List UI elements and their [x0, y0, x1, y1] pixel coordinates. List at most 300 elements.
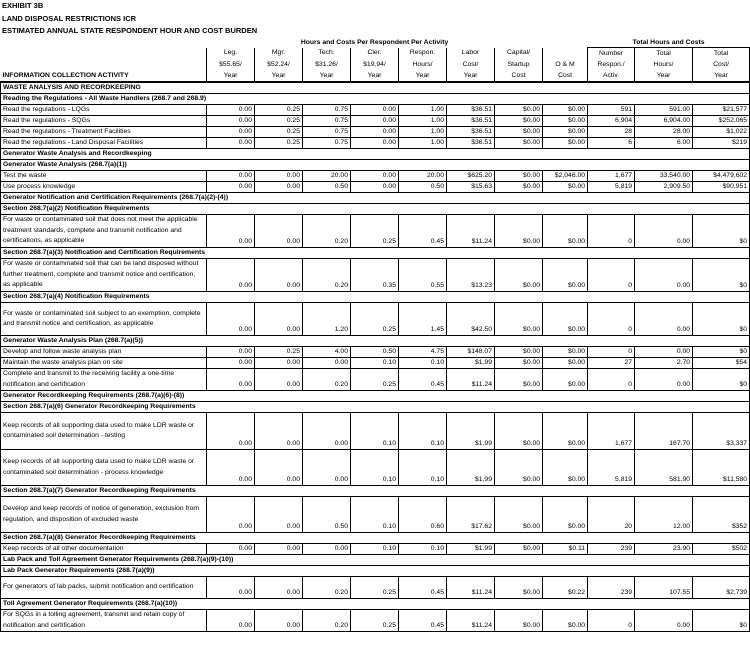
table-cell: $0.00	[543, 413, 588, 450]
section-header-row	[1, 486, 750, 497]
table-cell: 0.00	[207, 610, 255, 632]
table-cell: $219	[693, 138, 750, 149]
table-cell: $11,580	[693, 450, 750, 486]
table-cell: $54	[693, 358, 750, 369]
table-cell: $36.51	[447, 138, 495, 149]
table-cell: $0	[693, 610, 750, 632]
table-cell: 0.00	[255, 450, 303, 486]
table-cell: 23.90	[635, 544, 693, 555]
table-row	[1, 127, 750, 138]
section-header-row	[1, 292, 750, 303]
section-header-row	[1, 402, 750, 413]
table-cell: $1.99	[447, 450, 495, 486]
activity-description: Keep records of all other documentation	[1, 544, 207, 555]
table-cell: 0.25	[351, 215, 399, 248]
column-header: Labor	[447, 48, 495, 60]
table-cell: 0.00	[207, 259, 255, 292]
table-row	[1, 138, 750, 149]
table-cell: 0.00	[635, 369, 693, 391]
table-cell: 239	[588, 544, 635, 555]
table-cell: 1.00	[399, 105, 447, 116]
table-row	[1, 182, 750, 193]
column-header: Total	[635, 48, 693, 60]
activity-description: For generators of lab packs, submit notification and certification	[1, 577, 207, 599]
table-cell: 0.50	[303, 497, 351, 533]
activity-description: Test the waste	[1, 171, 207, 182]
section-header-row	[1, 599, 750, 610]
table-cell: $36.51	[447, 127, 495, 138]
table-cell: 0.00	[255, 259, 303, 292]
table-cell: $0.00	[543, 182, 588, 193]
section-title: Section 268.7(a)(7) Generator Recordkeeping Requirements	[1, 486, 750, 497]
activity-description: For waste or contaminated soil that can be land disposed without further treatment, complete and transmit notice and certification, as applicable	[1, 259, 207, 292]
exhibit-title: ESTIMATED ANNUAL STATE RESPONDENT HOUR AND COST BURDEN	[2, 26, 258, 35]
table-cell: 0.20	[303, 369, 351, 391]
table-cell: 0.00	[207, 450, 255, 486]
table-cell: 0.00	[351, 116, 399, 127]
section-title: Generator Notification and Certification Requirements (268.7(a)(2)-(4))	[1, 193, 750, 204]
table-cell: $1,022	[693, 127, 750, 138]
column-header: Year	[693, 70, 750, 82]
table-cell: 0.00	[351, 105, 399, 116]
totals-group-header: Total Hours and Costs	[588, 38, 750, 48]
table-cell: 0.25	[255, 138, 303, 149]
table-cell: 0	[588, 303, 635, 336]
activity-column-header: INFORMATION COLLECTION ACTIVITY	[1, 70, 207, 82]
activity-description: For waste or contaminated soil that does not meet the applicable treatment standards, complete and transmit notification and certifications, as applicable	[1, 215, 207, 248]
table-cell: 0.00	[351, 127, 399, 138]
section-title: Section 268.7(a)(8) Generator Recordkeeping Requirements	[1, 533, 750, 544]
table-cell: $0.00	[495, 347, 543, 358]
burden-table	[0, 38, 750, 632]
section-header-row	[1, 149, 750, 160]
table-cell: $0.00	[495, 116, 543, 127]
table-cell: $625.20	[447, 171, 495, 182]
table-cell: 28.00	[635, 127, 693, 138]
table-cell: 0.00	[635, 215, 693, 248]
table-cell: 20.00	[303, 171, 351, 182]
table-cell: 0.00	[207, 413, 255, 450]
table-row	[1, 358, 750, 369]
activity-description: For SQGs in a tolling agreement, transmit and retain copy of notification and certification	[1, 610, 207, 632]
table-cell: 0.10	[351, 450, 399, 486]
table-cell: 0.25	[351, 303, 399, 336]
table-cell: $0.00	[543, 138, 588, 149]
table-cell: 0.50	[399, 182, 447, 193]
table-cell: 0.25	[255, 347, 303, 358]
table-cell: 581.90	[635, 450, 693, 486]
table-cell: 0.00	[255, 610, 303, 632]
table-cell: 0.00	[255, 358, 303, 369]
table-cell: $0.00	[495, 127, 543, 138]
table-cell: 0.00	[255, 182, 303, 193]
activity-description: For waste or contaminated soil subject to an exemption, complete and transmit notice and certification, as applicable	[1, 303, 207, 336]
table-cell: $0	[693, 259, 750, 292]
column-header: Year	[447, 70, 495, 82]
table-cell: $0.00	[543, 127, 588, 138]
table-row	[1, 347, 750, 358]
table-cell: 0.00	[255, 215, 303, 248]
table-cell: $0	[693, 303, 750, 336]
table-cell: 0.20	[303, 610, 351, 632]
column-header: Leg.	[207, 48, 255, 60]
column-header: Mgr.	[255, 48, 303, 60]
table-cell: $0.00	[543, 215, 588, 248]
table-cell: 0.00	[207, 171, 255, 182]
section-header-row	[1, 248, 750, 259]
table-cell: 0.10	[351, 358, 399, 369]
column-header: Tech.	[303, 48, 351, 60]
table-cell: $0	[693, 347, 750, 358]
table-cell: 0.60	[399, 497, 447, 533]
activity-column-header	[1, 59, 207, 70]
section-header-row	[1, 160, 750, 171]
activity-description: Read the regulations - LQGs	[1, 105, 207, 116]
table-cell: 0	[588, 347, 635, 358]
table-cell: $0.00	[495, 497, 543, 533]
table-cell: 0.00	[255, 577, 303, 599]
section-title: Generator Recordkeeping Requirements (268.7(a)(6)-(8))	[1, 391, 750, 402]
table-cell: 0.00	[207, 303, 255, 336]
table-cell: 0.10	[399, 450, 447, 486]
column-header-row	[1, 48, 750, 60]
column-header: Year	[303, 70, 351, 82]
table-cell: $352	[693, 497, 750, 533]
table-row	[1, 171, 750, 182]
table-row	[1, 450, 750, 486]
table-cell: 0.25	[351, 610, 399, 632]
table-cell: 0.00	[207, 138, 255, 149]
section-title: Reading the Regulations - All Waste Handlers (268.7 and 268.9)	[1, 94, 750, 105]
column-header: Year	[399, 70, 447, 82]
exhibit-titles	[0, 0, 750, 38]
table-row	[1, 259, 750, 292]
table-cell: $0.00	[543, 610, 588, 632]
section-title: Lab Pack Generator Requirements (268.7(a)(9))	[1, 566, 750, 577]
section-title: Section 268.7(a)(6) Generator Recordkeeping Requirements	[1, 402, 750, 413]
table-cell: 1,677	[588, 171, 635, 182]
column-header	[543, 48, 588, 60]
table-cell: 0.00	[255, 369, 303, 391]
table-cell: 591	[588, 105, 635, 116]
table-cell: 0.00	[635, 259, 693, 292]
section-title: Generator Waste Analysis and Recordkeeping	[1, 149, 750, 160]
table-cell: 27	[588, 358, 635, 369]
column-header: Activ.	[588, 70, 635, 82]
table-cell: 0.00	[255, 497, 303, 533]
table-cell: 0.00	[255, 303, 303, 336]
table-cell: 1.20	[303, 303, 351, 336]
table-cell: 1.00	[399, 116, 447, 127]
table-cell: 1,677	[588, 413, 635, 450]
table-cell: 4.00	[303, 347, 351, 358]
column-header-row	[1, 59, 750, 70]
column-header: $19.94/	[351, 59, 399, 70]
table-cell: 0.10	[399, 358, 447, 369]
table-row	[1, 413, 750, 450]
section-header-row	[1, 391, 750, 402]
table-cell: 0.50	[351, 347, 399, 358]
table-cell: 20	[588, 497, 635, 533]
table-cell: 6	[588, 138, 635, 149]
table-row	[1, 369, 750, 391]
table-cell: 0.00	[207, 544, 255, 555]
table-cell: $0.00	[495, 413, 543, 450]
activity-description: Maintain the waste analysis plan on site	[1, 358, 207, 369]
table-cell: $90,951	[693, 182, 750, 193]
table-cell: 0.00	[207, 577, 255, 599]
table-cell: 0	[588, 610, 635, 632]
table-cell: 1.00	[399, 127, 447, 138]
table-cell: 0.45	[399, 610, 447, 632]
table-cell: 33,540.00	[635, 171, 693, 182]
table-cell: 0.50	[303, 182, 351, 193]
column-header: O & M	[543, 59, 588, 70]
table-cell: $148.07	[447, 347, 495, 358]
table-cell: 0.00	[207, 182, 255, 193]
per-respondent-group-header: Hours and Costs Per Respondent Per Activity	[300, 39, 449, 47]
table-cell: 0.00	[207, 105, 255, 116]
table-cell: 167.70	[635, 413, 693, 450]
table-cell: 20.00	[399, 171, 447, 182]
table-cell: 5,819	[588, 182, 635, 193]
table-row	[1, 303, 750, 336]
column-header: Cost/	[447, 59, 495, 70]
table-cell: $1.99	[447, 413, 495, 450]
table-cell: $0.00	[543, 105, 588, 116]
table-cell: $2,739	[693, 577, 750, 599]
exhibit-subject: LAND DISPOSAL RESTRICTIONS ICR	[2, 13, 137, 23]
activity-description: Keep records of all supporting data used to make LDR waste or contaminated soil determination - testing	[1, 413, 207, 450]
table-cell: 0.20	[303, 215, 351, 248]
table-cell: 0.00	[207, 215, 255, 248]
table-cell: 0.10	[351, 497, 399, 533]
table-cell: 6.00	[635, 138, 693, 149]
column-header-row	[1, 70, 750, 82]
table-row	[1, 610, 750, 632]
column-header: Hours/	[399, 59, 447, 70]
table-cell: $0	[693, 369, 750, 391]
column-header: Hours/	[635, 59, 693, 70]
table-cell: $0.00	[543, 358, 588, 369]
table-cell: $21,577	[693, 105, 750, 116]
table-cell: 2,909.50	[635, 182, 693, 193]
table-cell: $36.51	[447, 105, 495, 116]
table-cell: 0.00	[351, 171, 399, 182]
section-header-row	[1, 533, 750, 544]
section-title: Section 268.7(a)(3) Notification and Certification Requirements	[1, 248, 750, 259]
table-cell: 4.75	[399, 347, 447, 358]
table-cell: $0.00	[543, 450, 588, 486]
table-cell: 0.00	[207, 116, 255, 127]
table-cell: 0.25	[255, 105, 303, 116]
table-cell: $2,046.00	[543, 171, 588, 182]
column-header: Cler.	[351, 48, 399, 60]
table-cell: $1.99	[447, 358, 495, 369]
table-cell: 0.75	[303, 138, 351, 149]
table-cell: 0.10	[351, 544, 399, 555]
table-cell: $0.00	[495, 369, 543, 391]
table-cell: $502	[693, 544, 750, 555]
section-title: Toll Agreement Generator Requirements (268.7(a)(10))	[1, 599, 750, 610]
column-header: Cost	[543, 70, 588, 82]
table-cell: 0.55	[399, 259, 447, 292]
activity-description: Keep records of all supporting data used to make LDR waste or contaminated soil determination - process knowledge	[1, 450, 207, 486]
table-cell: 0.45	[399, 215, 447, 248]
table-cell: $0.00	[543, 369, 588, 391]
section-header-row	[1, 82, 750, 94]
column-header: $31.26/	[303, 59, 351, 70]
table-cell: $0.00	[543, 303, 588, 336]
table-cell: 28	[588, 127, 635, 138]
table-cell: $0.00	[495, 171, 543, 182]
table-cell: $11.24	[447, 610, 495, 632]
group-header-row	[1, 38, 750, 48]
table-cell: $0.00	[495, 610, 543, 632]
table-cell: 0.20	[303, 259, 351, 292]
table-cell: $17.62	[447, 497, 495, 533]
table-cell: 107.55	[635, 577, 693, 599]
table-cell: $252,065	[693, 116, 750, 127]
table-cell: 0.00	[255, 171, 303, 182]
table-cell: 0.00	[207, 127, 255, 138]
table-cell: $0.00	[495, 138, 543, 149]
column-header: Year	[635, 70, 693, 82]
column-header: Cost	[495, 70, 543, 82]
table-cell: 2.70	[635, 358, 693, 369]
table-cell: 0	[588, 215, 635, 248]
table-cell: $36.51	[447, 116, 495, 127]
column-header: Startup	[495, 59, 543, 70]
column-header: Year	[351, 70, 399, 82]
table-cell: 0.25	[351, 369, 399, 391]
section-header-row	[1, 555, 750, 566]
table-cell: $0.00	[495, 215, 543, 248]
activity-description: Use process knowledge	[1, 182, 207, 193]
section-header-row	[1, 193, 750, 204]
column-header: Year	[207, 70, 255, 82]
section-title: WASTE ANALYSIS AND RECORDKEEPING	[1, 82, 750, 94]
table-cell: 6,904.00	[635, 116, 693, 127]
table-row	[1, 116, 750, 127]
table-cell: 0.00	[255, 413, 303, 450]
table-cell: 0.10	[351, 413, 399, 450]
activity-description: Develop and keep records of notice of generation, exclusion from regulation, and disposition of excluded waste	[1, 497, 207, 533]
table-row	[1, 105, 750, 116]
column-header: Respon./	[588, 59, 635, 70]
table-cell: $0.11	[543, 544, 588, 555]
table-cell: 0.00	[635, 347, 693, 358]
table-cell: 6,904	[588, 116, 635, 127]
table-cell: $15.63	[447, 182, 495, 193]
column-header: Cost/	[693, 59, 750, 70]
table-cell: $0.00	[543, 259, 588, 292]
table-row	[1, 215, 750, 248]
section-header-row	[1, 336, 750, 347]
table-row	[1, 544, 750, 555]
table-row	[1, 497, 750, 533]
table-cell: 0.25	[255, 127, 303, 138]
activity-description: Read the regulations - SQGs	[1, 116, 207, 127]
column-header: Number	[588, 48, 635, 60]
table-cell: 0.00	[207, 358, 255, 369]
table-cell: 591.00	[635, 105, 693, 116]
table-cell: 0.25	[351, 577, 399, 599]
column-header: Respon.	[399, 48, 447, 60]
table-cell: 0.00	[635, 610, 693, 632]
column-header: Total	[693, 48, 750, 60]
table-cell: 0.00	[207, 369, 255, 391]
table-cell: 0.00	[303, 544, 351, 555]
column-header: Year	[255, 70, 303, 82]
table-cell: 0.75	[303, 105, 351, 116]
table-cell: $0.00	[543, 116, 588, 127]
table-cell: 0.45	[399, 369, 447, 391]
section-title: Generator Waste Analysis Plan (268.7(a)(5))	[1, 336, 750, 347]
table-cell: 0.45	[399, 577, 447, 599]
table-cell: 0.00	[303, 358, 351, 369]
table-cell: $11.24	[447, 215, 495, 248]
table-cell: $0.00	[495, 358, 543, 369]
table-cell: $0.00	[495, 182, 543, 193]
section-title: Generator Waste Analysis (268.7(a)(1))	[1, 160, 750, 171]
table-cell: $0.22	[543, 577, 588, 599]
table-cell: 0.20	[303, 577, 351, 599]
table-cell: $42.50	[447, 303, 495, 336]
activity-description: Complete and transmit to the receiving facility a one-time notification and certification	[1, 369, 207, 391]
table-cell: 0	[588, 259, 635, 292]
table-cell: 0.10	[399, 413, 447, 450]
table-cell: 0.75	[303, 116, 351, 127]
table-cell: $1.99	[447, 544, 495, 555]
column-header: Capital/	[495, 48, 543, 60]
table-row	[1, 577, 750, 599]
table-cell: 1.00	[399, 138, 447, 149]
table-cell: 0.75	[303, 127, 351, 138]
activity-description: Read the regulations - Land Disposal Facilities	[1, 138, 207, 149]
table-cell: 239	[588, 577, 635, 599]
table-cell: $11.24	[447, 577, 495, 599]
table-cell: 0.35	[351, 259, 399, 292]
table-cell: 0.00	[303, 413, 351, 450]
table-cell: 0.00	[351, 138, 399, 149]
table-cell: $4,479,602	[693, 171, 750, 182]
section-header-row	[1, 566, 750, 577]
table-cell: $0.00	[495, 544, 543, 555]
table-cell: $0.00	[495, 303, 543, 336]
table-cell: 0.00	[351, 182, 399, 193]
table-cell: 0.00	[255, 544, 303, 555]
table-cell: $0.00	[543, 497, 588, 533]
section-title: Section 268.7(a)(4) Notification Requirements	[1, 292, 750, 303]
section-header-row	[1, 94, 750, 105]
table-cell: 0.10	[399, 544, 447, 555]
table-cell: $0.00	[495, 105, 543, 116]
section-title: Lab Pack and Toll Agreement Generator Requirements (268.7(a)(9)-(10))	[1, 555, 750, 566]
table-cell: 0.00	[207, 497, 255, 533]
table-cell: $13.23	[447, 259, 495, 292]
table-cell: $3,337	[693, 413, 750, 450]
table-cell: 12.00	[635, 497, 693, 533]
table-cell: $0.00	[495, 259, 543, 292]
table-cell: $0.00	[495, 577, 543, 599]
table-cell: 0.00	[635, 303, 693, 336]
table-cell: $11.24	[447, 369, 495, 391]
table-cell: $0.00	[495, 450, 543, 486]
table-cell: $0	[693, 215, 750, 248]
section-header-row	[1, 204, 750, 215]
table-cell: $0.00	[543, 347, 588, 358]
